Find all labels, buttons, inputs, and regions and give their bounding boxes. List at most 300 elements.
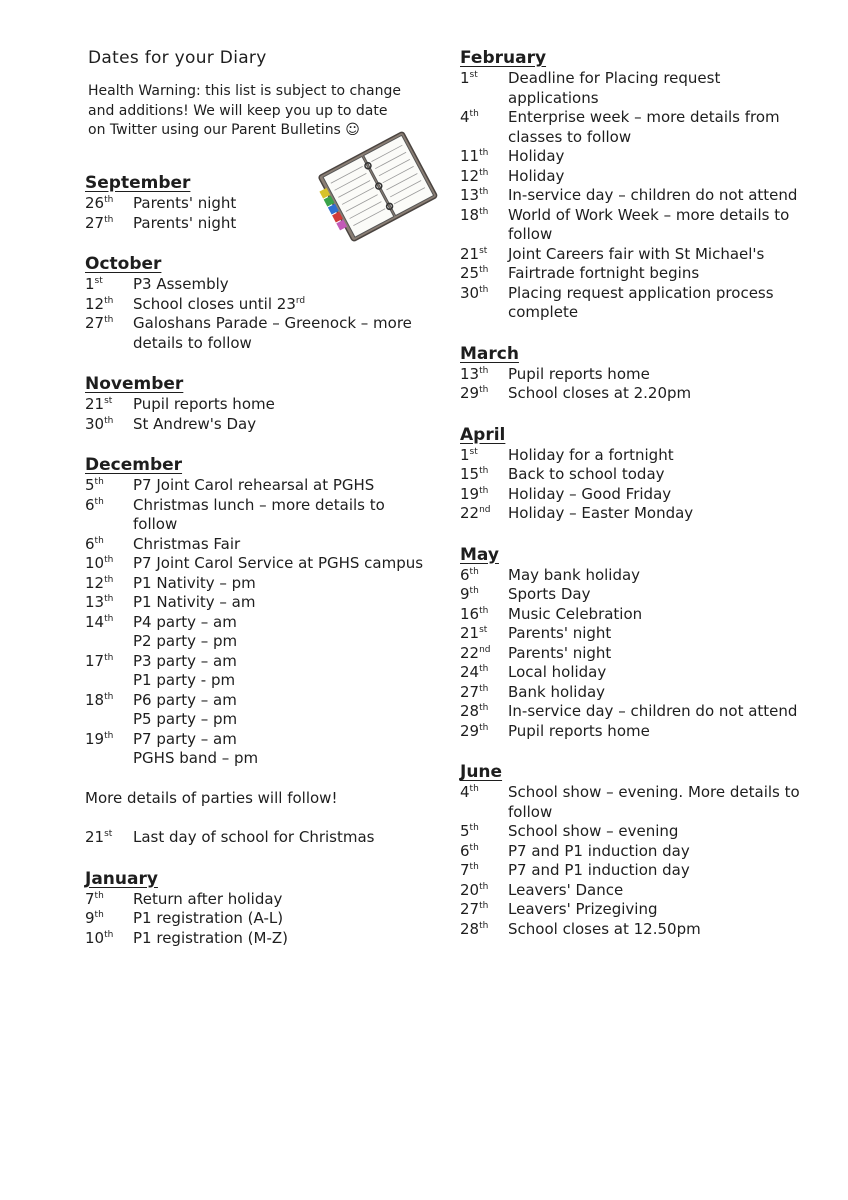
entry-day-number: 10	[85, 928, 105, 947]
entry-text: Parents' night	[133, 213, 237, 232]
entry-day-suffix: th	[94, 910, 104, 920]
entry-date	[460, 842, 508, 862]
entry-day-suffix: th	[469, 784, 479, 794]
entry-date	[460, 465, 508, 485]
diary-entry	[460, 663, 800, 683]
entry-date	[85, 593, 133, 613]
parties-note: More details of parties will follow!	[85, 788, 338, 807]
entry-date	[460, 920, 508, 940]
entry-text: World of Work Week – more details to follow	[508, 205, 790, 243]
entry-date	[460, 644, 508, 664]
diary-entry	[85, 691, 425, 711]
entry-description	[508, 284, 800, 323]
diary-entry	[85, 613, 425, 633]
entry-day-suffix: st	[94, 276, 103, 286]
entry-day-number: 27	[460, 682, 480, 701]
entry-day-suffix: th	[469, 862, 479, 872]
entry-text: Last day of school for Christmas	[133, 828, 375, 846]
diary-entry	[460, 783, 800, 822]
entry-date	[460, 605, 508, 625]
entry-day-suffix: th	[479, 167, 489, 178]
entry-text: In-service day – children do not attend	[508, 702, 798, 720]
entry-description	[508, 167, 800, 187]
entry-description	[508, 822, 800, 842]
month-entries-extra	[85, 828, 425, 848]
entry-day-number: 6	[85, 495, 95, 514]
diary-entry	[460, 264, 800, 284]
entry-day-number: 19	[85, 729, 105, 748]
entry-day-suffix: th	[104, 594, 114, 604]
entry-text: P7 and P1 induction day	[508, 861, 690, 879]
entry-date	[85, 613, 133, 633]
diary-entry	[460, 920, 800, 940]
entry-day-number: 12	[460, 166, 480, 185]
entry-description	[508, 920, 800, 940]
entry-day-suffix: nd	[479, 505, 491, 515]
entry-day-suffix: th	[94, 496, 104, 507]
entry-date	[460, 861, 508, 881]
entry-description	[133, 909, 425, 929]
entry-day-number: 9	[460, 585, 470, 603]
diary-entry	[85, 295, 425, 315]
entry-description	[133, 691, 425, 711]
entry-text: P7 party – am	[133, 729, 237, 748]
diary-entry	[460, 842, 800, 862]
month-entries	[85, 194, 425, 233]
entry-date	[460, 566, 508, 586]
month-heading-november: November	[85, 374, 184, 394]
entry-day-number: 21	[85, 828, 105, 846]
diary-entry	[460, 245, 800, 265]
entry-text: P7 and P1 induction day	[508, 841, 690, 860]
diary-entry	[460, 147, 800, 167]
entry-description	[133, 554, 425, 574]
entry-day-suffix: th	[94, 890, 104, 901]
entry-description	[508, 644, 800, 664]
diary-entry	[85, 554, 425, 574]
entry-text: Pupil reports home	[508, 721, 650, 740]
diary-entry	[85, 710, 425, 730]
entry-text: Christmas Fair	[133, 534, 241, 553]
diary-entry	[85, 194, 425, 214]
diary-entry	[460, 822, 800, 842]
entry-description	[508, 108, 800, 147]
entry-description	[508, 446, 800, 466]
left-column	[85, 172, 425, 968]
month-heading-june: June	[460, 762, 503, 782]
entry-day-number: 10	[85, 554, 105, 572]
entry-description	[508, 186, 800, 206]
entry-day-suffix: th	[104, 415, 114, 426]
entry-text: Pupil reports home	[508, 364, 650, 383]
health-warning-text: Health Warning: this list is subject to change and additions! We will keep you up to date on Twitter using our Parent Bulletins ☺	[88, 83, 402, 138]
entry-day-number: 6	[85, 534, 95, 553]
entry-description	[508, 585, 800, 605]
month-entries	[85, 890, 425, 949]
entry-date	[85, 929, 133, 949]
entry-text: Parents' night	[508, 643, 612, 662]
entry-text: Placing request application process complete	[508, 283, 774, 321]
entry-day-number: 18	[460, 205, 480, 224]
entry-day-suffix: th	[104, 214, 114, 225]
entry-date	[85, 909, 133, 929]
entry-text-suffix: rd	[295, 295, 306, 306]
entry-date	[460, 206, 508, 245]
entry-description	[133, 496, 425, 535]
entry-day-number: 7	[85, 889, 95, 908]
diary-entry	[85, 909, 425, 929]
entry-date	[85, 496, 133, 535]
diary-entry	[460, 683, 800, 703]
entry-day-number: 25	[460, 264, 480, 282]
entry-day-number: 5	[460, 822, 470, 840]
diary-entry	[85, 890, 425, 910]
entry-description	[133, 828, 425, 848]
diary-entry	[460, 644, 800, 664]
entry-text: Holiday	[508, 166, 565, 185]
entry-day-number: 19	[460, 484, 480, 503]
month-entries	[460, 365, 800, 404]
diary-entry	[460, 384, 800, 404]
entry-day-number: 30	[85, 414, 105, 433]
entry-day-suffix: th	[479, 722, 489, 733]
entry-description	[508, 69, 800, 108]
diary-entry	[85, 632, 425, 652]
diary-entry	[460, 722, 800, 742]
entry-day-suffix: th	[104, 195, 114, 205]
entry-day-number: 16	[460, 604, 480, 623]
entry-day-number: 21	[460, 244, 480, 263]
entry-date	[85, 828, 133, 848]
diary-entry	[460, 702, 800, 722]
entry-description	[133, 671, 425, 691]
entry-text: Fairtrade fortnight begins	[508, 264, 700, 282]
entry-day-suffix: th	[469, 823, 479, 833]
entry-text: P1 party - pm	[133, 671, 236, 689]
entry-date	[460, 663, 508, 683]
month-heading-december: December	[85, 455, 183, 475]
entry-description	[508, 147, 800, 167]
entry-day-suffix: st	[469, 446, 478, 457]
entry-text: P2 party – pm	[133, 632, 238, 650]
entry-description	[133, 214, 425, 234]
entry-date	[85, 314, 133, 353]
entry-day-number: 27	[85, 314, 105, 332]
entry-day-number: 20	[460, 880, 480, 899]
entry-description	[508, 264, 800, 284]
entry-text: P6 party – am	[133, 690, 237, 709]
entry-text: P1 registration (A-L)	[133, 909, 284, 927]
month-heading-march: March	[460, 343, 519, 364]
entry-description	[508, 683, 800, 703]
entry-day-suffix: nd	[479, 644, 491, 655]
right-column	[460, 47, 800, 959]
entry-description	[133, 535, 425, 555]
entry-date	[85, 730, 133, 750]
entry-date	[85, 194, 133, 214]
entry-date	[85, 710, 133, 730]
entry-day-number: 11	[460, 147, 480, 165]
entry-day-number: 9	[85, 909, 95, 927]
entry-text: Local holiday	[508, 663, 607, 681]
entry-description	[133, 395, 425, 415]
entry-description	[508, 605, 800, 625]
entry-day-suffix: th	[479, 881, 489, 892]
entry-date	[460, 624, 508, 644]
entry-day-number: 1	[85, 275, 95, 293]
entry-description	[508, 384, 800, 404]
entry-date	[85, 295, 133, 315]
diary-entry	[85, 476, 425, 496]
entry-date	[85, 214, 133, 234]
entry-text: Pupil reports home	[133, 395, 275, 413]
entry-text: Parents' night	[133, 194, 237, 212]
entry-description	[508, 485, 800, 505]
entry-text: P7 Joint Carol rehearsal at PGHS	[133, 476, 375, 494]
entry-description	[508, 566, 800, 586]
diary-entry	[460, 900, 800, 920]
month-heading-september: September	[85, 173, 191, 193]
diary-entry	[460, 605, 800, 625]
entry-date	[460, 900, 508, 920]
entry-date	[460, 585, 508, 605]
entry-description	[133, 890, 425, 910]
entry-description	[133, 415, 425, 435]
entry-day-suffix: th	[104, 652, 114, 663]
entry-description	[133, 295, 425, 315]
entry-text: P4 party – am	[133, 612, 237, 631]
entry-date	[460, 822, 508, 842]
entry-text: P5 party – pm	[133, 710, 238, 728]
entry-text: May bank holiday	[508, 565, 641, 584]
month-entries	[460, 566, 800, 742]
entry-text: Holiday	[508, 147, 565, 165]
entry-text: Holiday – Good Friday	[508, 484, 672, 503]
entry-date	[85, 691, 133, 711]
entry-day-suffix: th	[479, 385, 489, 395]
month-entries	[460, 446, 800, 524]
month-entries	[460, 783, 800, 939]
diary-entry	[460, 624, 800, 644]
entry-date	[85, 275, 133, 295]
entry-text: Holiday – Easter Monday	[508, 504, 694, 522]
entry-day-suffix: th	[479, 284, 489, 295]
entry-date	[460, 485, 508, 505]
entry-day-number: 29	[460, 384, 480, 402]
entry-day-number: 13	[460, 364, 480, 383]
entry-description	[133, 652, 425, 672]
entry-day-suffix: th	[479, 365, 489, 376]
entry-day-number: 5	[85, 476, 95, 494]
entry-text: Christmas lunch – more details to follow	[133, 495, 385, 533]
entry-day-number: 22	[460, 643, 480, 662]
entry-day-suffix: th	[469, 842, 479, 853]
entry-day-number: 13	[85, 593, 105, 611]
entry-text: P1 Nativity – am	[133, 593, 256, 611]
diary-entry	[460, 365, 800, 385]
entry-text: School closes until 23	[133, 294, 296, 313]
entry-description	[508, 465, 800, 485]
diary-entry	[85, 574, 425, 594]
entry-text: P1 registration (M-Z)	[133, 928, 289, 947]
month-heading-february: February	[460, 48, 547, 68]
entry-text: P7 Joint Carol Service at PGHS campus	[133, 554, 424, 572]
entry-date	[85, 395, 133, 415]
entry-text: Galoshans Parade – Greenock – more details to follow	[133, 314, 412, 352]
entry-day-suffix: th	[104, 555, 114, 565]
entry-day-suffix: th	[104, 613, 114, 624]
entry-day-suffix: th	[479, 664, 489, 674]
entry-date	[85, 652, 133, 672]
entry-day-suffix: th	[104, 315, 114, 325]
entry-description	[133, 476, 425, 496]
month-entries	[85, 395, 425, 434]
diary-entry	[460, 485, 800, 505]
entry-day-number: 1	[460, 445, 470, 464]
entry-description	[508, 722, 800, 742]
entry-description	[508, 663, 800, 683]
entry-day-suffix: th	[479, 605, 489, 616]
entry-date	[460, 783, 508, 822]
entry-text: Leavers' Dance	[508, 880, 624, 899]
entry-day-number: 26	[85, 194, 105, 212]
diary-entry	[85, 652, 425, 672]
diary-entry	[460, 504, 800, 524]
entry-day-number: 14	[85, 612, 105, 631]
entry-text: Holiday for a fortnight	[508, 445, 674, 464]
entry-description	[508, 881, 800, 901]
entry-day-suffix: th	[479, 703, 489, 713]
entry-day-number: 7	[460, 861, 470, 879]
entry-day-number: 28	[460, 919, 480, 938]
entry-date	[460, 69, 508, 108]
entry-date	[460, 384, 508, 404]
entry-text: St Andrew's Day	[133, 414, 257, 433]
entry-text: Deadline for Placing request applications	[508, 69, 721, 107]
diary-entry	[85, 496, 425, 535]
entry-day-suffix: st	[104, 396, 113, 406]
entry-day-suffix: th	[479, 920, 489, 931]
diary-entry	[85, 929, 425, 949]
entry-description	[508, 245, 800, 265]
month-heading-may: May	[460, 544, 499, 565]
diary-entry	[460, 881, 800, 901]
entry-text: Enterprise week – more details from classes to follow	[508, 108, 780, 146]
entry-description	[133, 314, 425, 353]
entry-day-number: 21	[460, 624, 480, 642]
entry-description	[133, 275, 425, 295]
entry-day-suffix: th	[104, 295, 114, 306]
entry-day-suffix: th	[479, 148, 489, 158]
entry-day-number: 24	[460, 663, 480, 681]
entry-date	[85, 749, 133, 769]
entry-day-number: 29	[460, 721, 480, 740]
entry-description	[508, 365, 800, 385]
entry-date	[85, 476, 133, 496]
entry-text: Bank holiday	[508, 682, 606, 701]
entry-description	[133, 613, 425, 633]
entry-day-number: 27	[85, 213, 105, 232]
entry-day-number: 6	[460, 841, 470, 860]
entry-day-suffix: th	[104, 929, 114, 940]
entry-day-number: 13	[460, 186, 480, 204]
entry-date	[460, 284, 508, 323]
entry-day-number: 22	[460, 504, 480, 522]
entry-description	[133, 730, 425, 750]
entry-text: Back to school today	[508, 465, 665, 483]
diary-entry	[85, 730, 425, 750]
entry-description	[508, 624, 800, 644]
diary-entry	[85, 749, 425, 769]
entry-day-number: 12	[85, 573, 105, 592]
entry-day-number: 21	[85, 395, 105, 413]
entry-description	[508, 842, 800, 862]
entry-day-number: 27	[460, 900, 480, 918]
entry-date	[460, 167, 508, 187]
entry-text: P1 Nativity – pm	[133, 573, 256, 592]
entry-day-suffix: st	[479, 625, 488, 635]
entry-day-suffix: th	[104, 691, 114, 702]
entry-date	[85, 671, 133, 691]
entry-day-suffix: th	[479, 485, 489, 496]
diary-entry	[460, 206, 800, 245]
diary-entry	[460, 108, 800, 147]
entry-date	[460, 365, 508, 385]
entry-day-number: 4	[460, 108, 470, 126]
entry-date	[460, 683, 508, 703]
entry-day-suffix: th	[479, 206, 489, 217]
entry-day-suffix: th	[479, 683, 489, 694]
month-entries	[85, 476, 425, 769]
month-heading-april: April	[460, 424, 506, 445]
diary-entry	[85, 314, 425, 353]
entry-day-suffix: th	[104, 574, 114, 585]
entry-text: Return after holiday	[133, 889, 283, 908]
entry-date	[85, 632, 133, 652]
entry-day-suffix: th	[479, 265, 489, 275]
entry-day-number: 12	[85, 294, 105, 313]
entry-day-suffix: th	[104, 730, 114, 741]
entry-day-suffix: th	[479, 466, 489, 476]
diary-entry	[460, 585, 800, 605]
entry-description	[133, 194, 425, 214]
entry-text: School closes at 2.20pm	[508, 384, 692, 402]
entry-date	[460, 264, 508, 284]
entry-text: Leavers' Prizegiving	[508, 900, 658, 918]
entry-date	[85, 574, 133, 594]
entry-description	[133, 929, 425, 949]
diary-entry	[460, 167, 800, 187]
entry-description	[133, 593, 425, 613]
entry-date	[460, 186, 508, 206]
entry-description	[508, 861, 800, 881]
page-title: Dates for your Diary	[88, 48, 267, 68]
entry-description	[508, 504, 800, 524]
entry-description	[133, 749, 425, 769]
entry-date	[460, 147, 508, 167]
diary-entry	[460, 446, 800, 466]
diary-entry	[460, 566, 800, 586]
entry-day-number: 17	[85, 651, 105, 670]
entry-day-number: 15	[460, 465, 480, 483]
entry-description	[508, 783, 800, 822]
entry-date	[460, 446, 508, 466]
diary-entry	[85, 828, 425, 848]
entry-description	[133, 632, 425, 652]
entry-text: School show – evening. More details to follow	[508, 783, 800, 821]
entry-day-number: 6	[460, 565, 470, 584]
entry-description	[133, 710, 425, 730]
